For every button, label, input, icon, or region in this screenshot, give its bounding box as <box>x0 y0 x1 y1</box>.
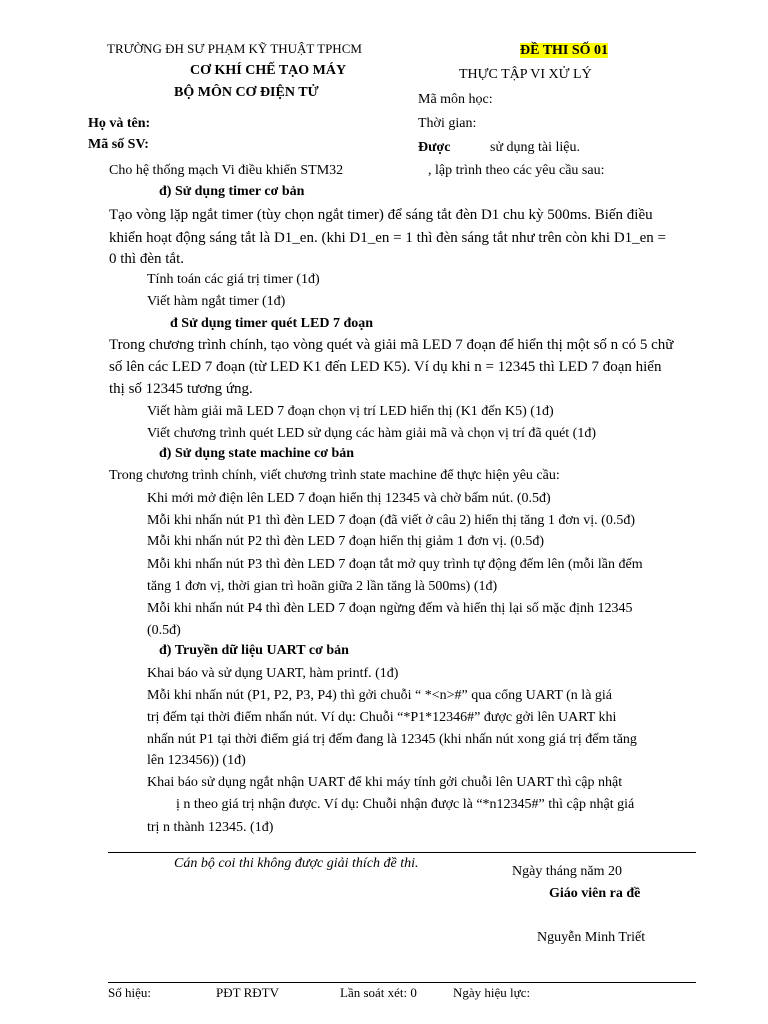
q3-title: đ) Sử dụng state machine cơ bản <box>159 446 355 461</box>
q1-line: Tạo vòng lặp ngắt timer (tùy chọn ngắt timer) để sáng tắt đèn D1 chu kỳ 500ms. Biến điều <box>109 207 653 223</box>
doc-code: PĐT RĐTV <box>216 985 279 1000</box>
q2-line: Trong chương trình chính, tạo vòng quét và giải mã LED 7 đoạn để hiển thị một số n có 5 chữ <box>109 337 674 353</box>
effective-date-label: Ngày hiệu lực: <box>453 985 531 1000</box>
q4-item: trị đếm tại thời điểm nhấn nút. Ví dụ: Chuỗi “*P1*12346#” được gởi lên UART khi <box>147 710 617 725</box>
student-id-label: Mã số SV: <box>88 137 149 152</box>
faculty-name: CƠ KHÍ CHẾ TẠO MÁY <box>190 63 347 78</box>
q2-title: đ Sử dụng timer quét LED 7 đoạn <box>170 316 374 331</box>
q3-item: Mỗi khi nhấn nút P3 thì đèn LED 7 đoạn tắt mở quy trình tự động đếm lên (mỗi lần đếm <box>147 557 643 572</box>
allowed-text: sử dụng tài liệu. <box>490 140 581 155</box>
date-line: Ngày tháng năm 20 <box>512 864 623 879</box>
course-code-label: Mã môn học: <box>418 92 493 107</box>
footer-divider <box>108 852 696 853</box>
school-name: TRƯỜNG ĐH SƯ PHẠM KỸ THUẬT TPHCM <box>107 41 362 56</box>
allowed-label: Được <box>418 140 451 155</box>
q1-title: đ) Sử dụng timer cơ bản <box>159 184 305 199</box>
q4-item: trị n thành 12345. (1đ) <box>147 820 274 835</box>
proctor-note: Cán bộ coi thi không được giải thích đề thi. <box>174 856 419 871</box>
q1-line: khiển hoạt động sáng tắt là D1_en. (khi D1_en = 1 thì đèn sáng tắt như trên còn khi D1_en = <box>109 230 667 246</box>
q1-item: Viết hàm ngắt timer (1đ) <box>147 294 286 309</box>
q2-item: Viết hàm giải mã LED 7 đoạn chọn vị trí LED hiển thị (K1 đến K5) (1đ) <box>147 404 554 419</box>
q4-title: đ) Truyền dữ liệu UART cơ bản <box>159 643 349 658</box>
department-name: BỘ MÔN CƠ ĐIỆN TỬ <box>174 85 319 100</box>
q3-item: Mỗi khi nhấn nút P2 thì đèn LED 7 đoạn hiển thị giảm 1 đơn vị. (0.5đ) <box>147 534 545 549</box>
q4-item: Mỗi khi nhấn nút (P1, P2, P3, P4) thì gởi chuỗi “ *<n>#” qua cổng UART (n là giá <box>147 688 613 703</box>
q3-item: Mỗi khi nhấn nút P4 thì đèn LED 7 đoạn ngừng đếm và hiển thị lại số mặc định 12345 <box>147 601 633 616</box>
q4-item: Khai báo sử dụng ngắt nhận UART để khi máy tính gởi chuỗi lên UART thì cập nhật <box>147 775 623 790</box>
teacher-name: Nguyễn Minh Triết <box>537 930 646 945</box>
q4-item: ị n theo giá trị nhận được. Ví dụ: Chuỗi nhận được là “*n12345#” thì cập nhật giá <box>176 797 635 812</box>
bottom-divider <box>108 982 696 983</box>
intro-left: Cho hệ thống mạch Vi điều khiển STM32 <box>109 163 344 178</box>
doc-number-label: Số hiệu: <box>108 985 151 1000</box>
q3-item: tăng 1 đơn vị, thời gian trì hoãn giữa 2 lần tăng là 500ms) (1đ) <box>147 579 498 594</box>
subject-title: THỰC TẬP VI XỬ LÝ <box>459 67 592 82</box>
q2-item: Viết chương trình quét LED sử dụng các hàm giải mã và chọn vị trí đã quét (1đ) <box>147 426 597 441</box>
time-label: Thời gian: <box>418 116 477 131</box>
name-label: Họ và tên: <box>88 116 151 131</box>
q4-item: Khai báo và sử dụng UART, hàm printf. (1đ) <box>147 666 399 681</box>
q1-item: Tính toán các giá trị timer (1đ) <box>147 272 320 287</box>
q3-item: Mỗi khi nhấn nút P1 thì đèn LED 7 đoạn (đã viết ở câu 2) hiển thị tăng 1 đơn vị. (0.5đ) <box>147 513 636 528</box>
q2-line: số lên các LED 7 đoạn (từ LED K1 đến LED K5). Ví dụ khi n = 12345 thì LED 7 đoạn hiển <box>109 359 662 375</box>
teacher-title: Giáo viên ra đề <box>549 886 641 901</box>
revision-label: Lần soát xét: 0 <box>340 985 417 1000</box>
q4-item: lên 123456)) (1đ) <box>147 753 246 768</box>
q1-line: 0 thì đèn tắt. <box>109 251 184 267</box>
exam-number: ĐỀ THI SỐ 01 <box>520 43 609 58</box>
q3-item: (0.5đ) <box>147 623 181 638</box>
q4-item: nhấn nút P1 tại thời điểm giá trị đếm đang là 12345 (khi nhấn nút xong giá trị đếm tăng <box>147 732 637 747</box>
q3-item: Khi mới mở điện lên LED 7 đoạn hiển thị 12345 và chờ bấm nút. (0.5đ) <box>147 491 551 506</box>
q3-line: Trong chương trình chính, viết chương trình state machine để thực hiện yêu cầu: <box>109 468 560 483</box>
q2-line: thị số 12345 tương ứng. <box>109 381 253 397</box>
intro-right: , lập trình theo các yêu cầu sau: <box>428 163 605 178</box>
